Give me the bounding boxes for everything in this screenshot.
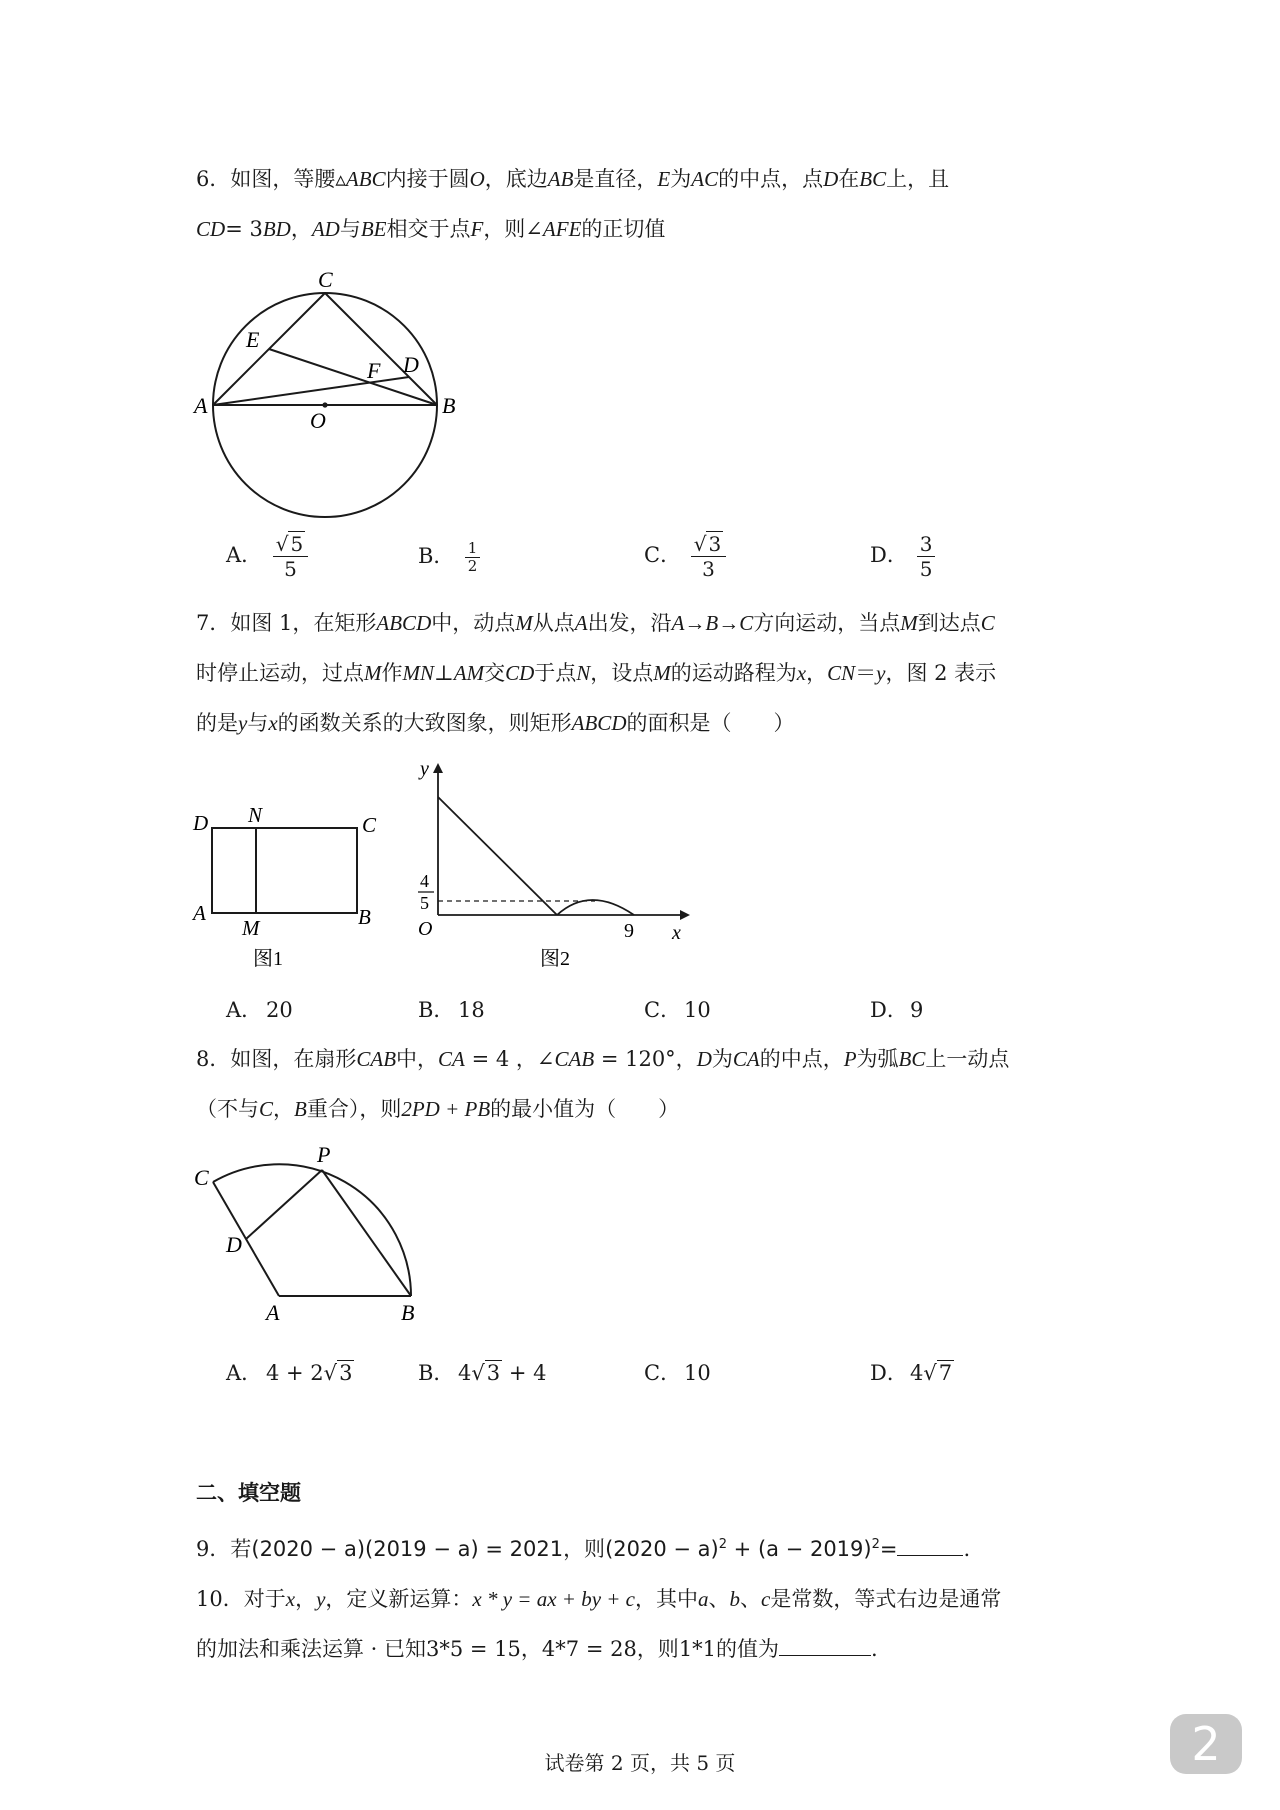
q8-sector-figure xyxy=(190,1140,450,1330)
fig1-caption: 图1 xyxy=(253,948,283,970)
page-number-badge[interactable]: 2 xyxy=(1170,1714,1242,1774)
label-b: B xyxy=(442,393,456,418)
sector-label-c: C xyxy=(194,1165,209,1190)
q8-option-b[interactable]: B． 4√3 + 4 xyxy=(418,1361,547,1385)
label-c: C xyxy=(318,267,333,292)
fig1-label-b: B xyxy=(358,905,371,929)
q7-option-d[interactable]: D． 9 xyxy=(870,998,924,1022)
fig1-label-a: A xyxy=(193,901,206,925)
sector-label-a: A xyxy=(266,1300,280,1325)
q7-option-a[interactable]: A． 20 xyxy=(226,998,293,1022)
fig2-label-num: 4 xyxy=(420,871,429,891)
sector-label-b: B xyxy=(401,1300,415,1325)
q10-line-1: 10．对于x，y，定义新运算：x * y = ax + by + c，其中a、b、c是常数，等式右边是通常 xyxy=(196,1587,1002,1611)
fig2-caption: 图2 xyxy=(540,948,570,970)
fig1-label-n: N xyxy=(248,803,263,827)
fig1-label-d: D xyxy=(193,811,209,835)
fig2-label-den: 5 xyxy=(420,893,429,913)
q8-line-1: 8．如图，在扇形CAB中，CA = 4 ，∠CAB = 120°，D为CA的中点，P为弧BC上一动点 xyxy=(196,1047,1010,1071)
q6-line-2: CD= 3BD，AD与BE相交于点F，则∠AFE的正切值 xyxy=(196,217,666,241)
q8-option-d[interactable]: D． 4√7 xyxy=(870,1361,953,1385)
q7-option-c[interactable]: C． 10 xyxy=(644,998,711,1022)
q6-circle-figure xyxy=(190,265,480,535)
q6-line-1: 6．如图，等腰▵ABC内接于圆O，底边AB是直径，E为AC的中点，点D在BC上，且 xyxy=(196,167,950,191)
q8-line-2: （不与C，B重合），则2PD + PB的最小值为（ ） xyxy=(196,1097,680,1121)
fig2-label-y: y xyxy=(420,758,429,780)
q10-line-2: 的加法和乘法运算 · 已知3*5 = 15，4*7 = 28，则1*1的值为 . xyxy=(196,1637,878,1661)
q6-option-b[interactable]: B． $\frac{1}{2}$ xyxy=(418,540,480,575)
section-fill-in-blank-title: 二、填空题 xyxy=(196,1481,301,1505)
q7-line-3: 的是y与x的函数关系的大致图象，则矩形ABCD的面积是（ ） xyxy=(196,711,795,735)
q7-line-1: 7．如图 1，在矩形ABCD中，动点M从点A出发，沿A→B→C方向运动，当点M到达点C xyxy=(196,611,995,635)
q6-option-c[interactable]: C． $\frac{√ 3}{3}$ xyxy=(644,532,726,581)
fig1-label-c: C xyxy=(362,813,377,837)
fig2-label-o: O xyxy=(418,918,433,940)
label-o: O xyxy=(310,408,326,433)
fig2-label-x: x xyxy=(672,922,681,944)
q6-option-d[interactable]: D． $\frac{3}{5}$ xyxy=(870,532,935,581)
label-a: A xyxy=(194,393,208,418)
q8-option-c[interactable]: C． 10 xyxy=(644,1361,711,1385)
fig1-label-m: M xyxy=(242,916,260,940)
q7-option-b[interactable]: B． 18 xyxy=(418,998,485,1022)
sector-label-d: D xyxy=(226,1232,242,1257)
q10-answer-blank[interactable] xyxy=(779,1635,871,1656)
sector-label-p: P xyxy=(317,1142,331,1167)
q6-option-a[interactable]: A． $\frac{√ 5}{5}$ xyxy=(226,532,308,581)
label-d: D xyxy=(403,352,419,377)
q9-answer-blank[interactable] xyxy=(897,1535,963,1556)
q8-option-a[interactable]: A． 4 + 2√3 xyxy=(226,1361,353,1385)
page-footer: 试卷第 2 页，共 5 页 xyxy=(544,1751,736,1775)
label-e: E xyxy=(246,327,260,352)
q7-line-2: 时停止运动，过点M作MN⊥AM交CD于点N，设点M的运动路程为x，CN＝y，图 2 表示 xyxy=(196,661,997,685)
label-f: F xyxy=(367,358,381,383)
q9-line: 9．若(2020 − a)(2019 − a) = 2021，则$(2020 - a)^2 + (a - 2019)^2=$ . xyxy=(196,1537,971,1561)
q7-figure-1 xyxy=(190,800,390,980)
fig2-label-nine: 9 xyxy=(624,920,634,942)
q7-figure-2 xyxy=(400,755,700,980)
